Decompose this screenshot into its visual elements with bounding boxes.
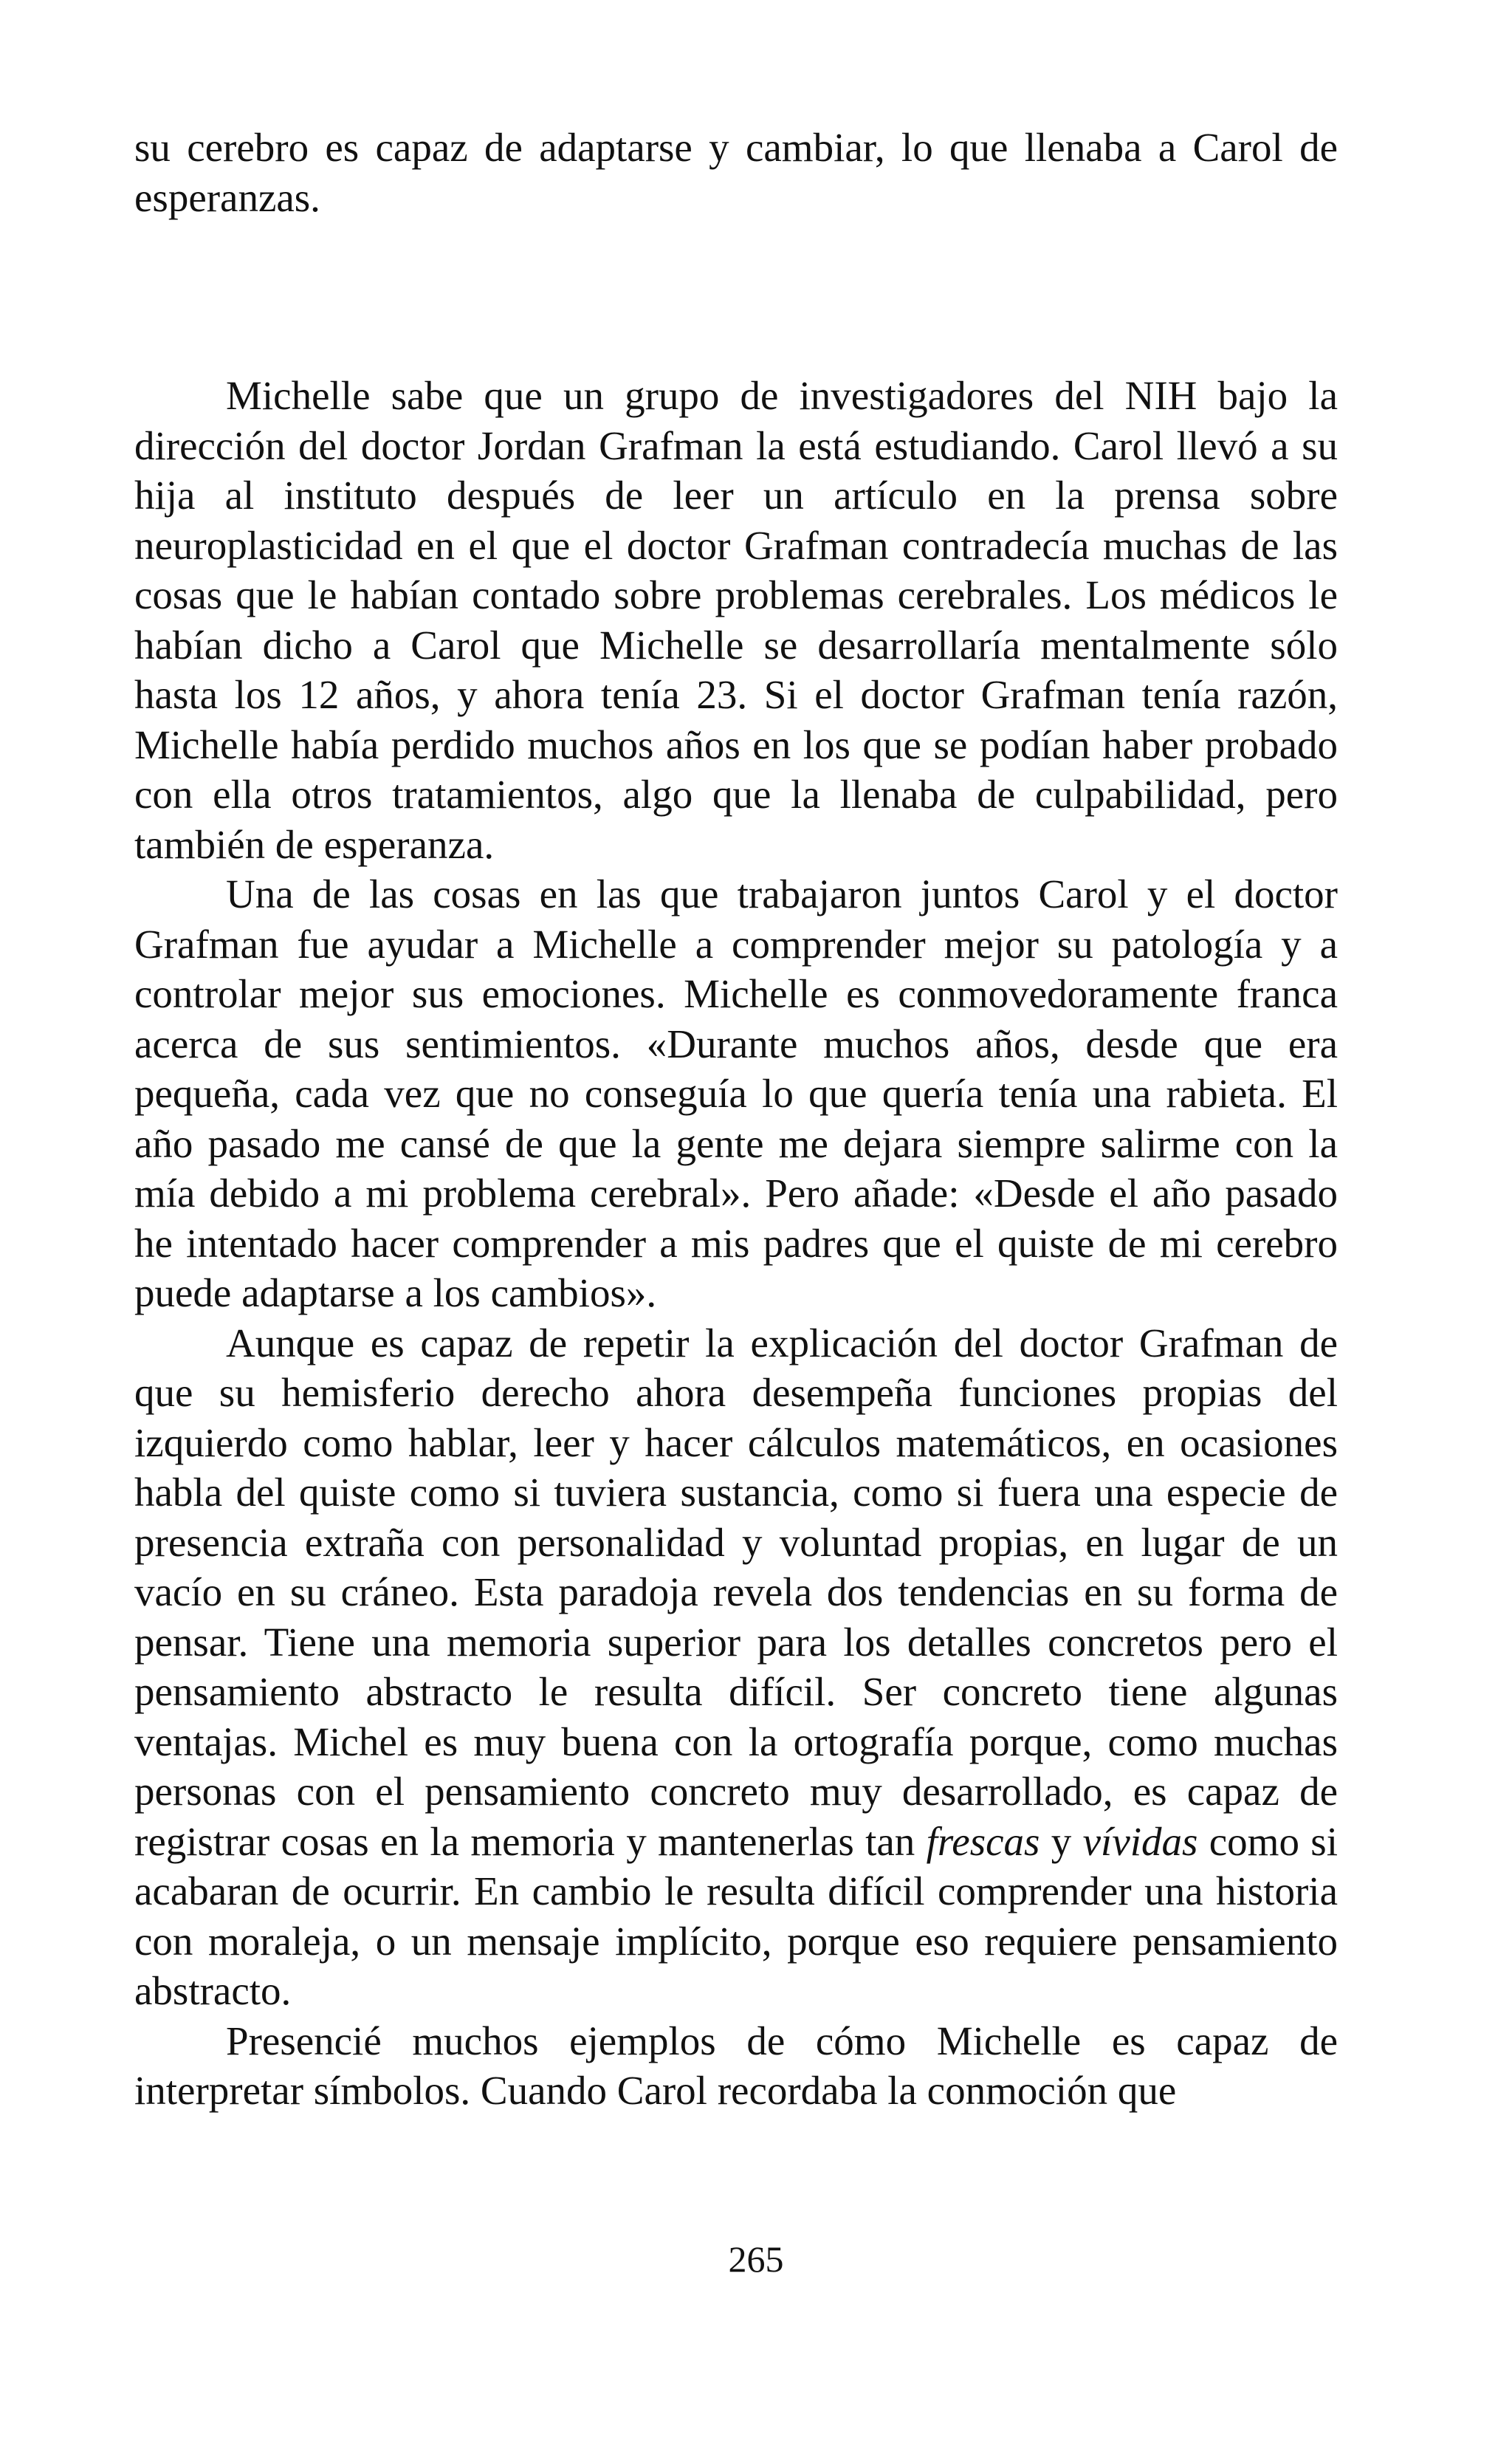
body-text-block	[134, 371, 1338, 2116]
paragraph-3-text-c: como si acabaran de ocurrir. En cambio le resulta difícil comprender una historia con moraleja, o un mensaje implícito, porque eso requiere pensamiento abstracto.	[134, 1818, 1338, 2013]
paragraph-3-text-b: y	[1040, 1818, 1083, 1864]
italic-word-frescas: frescas	[926, 1818, 1040, 1864]
continued-text-block	[134, 123, 1338, 222]
paragraph-continued: su cerebro es capaz de adaptarse y cambiar, lo que llenaba a Carol de esperanzas.	[134, 125, 1338, 220]
italic-word-vividas: vívidas	[1082, 1818, 1198, 1864]
paragraph-3	[134, 1318, 1338, 2016]
paragraph-4: Presencié muchos ejemplos de cómo Michelle es capaz de interpretar símbolos. Cuando Carol recordaba la conmoción que	[134, 2018, 1338, 2113]
paragraph-1: Michelle sabe que un grupo de investigadores del NIH bajo la dirección del doctor Jordan Grafman la está estudiando. Carol llevó a su hija al instituto después de leer un artículo en la prensa sobre neuroplasticidad en el que el doctor Grafman contradecía muchas de las cosas que le habían contado sobre problemas cerebrales. Los médicos le habían dicho a Carol que Michelle se desarrollaría mentalmente sólo hasta los 12 años, y ahora tenía 23. Si el doctor Grafman tenía razón, Michelle había perdido muchos años en los que se podían haber probado con ella otros tratamientos, algo que la llenaba de culpabilidad, pero también de esperanza.	[134, 373, 1338, 867]
page-number: 265	[728, 2238, 784, 2280]
paragraph-3-text-a: Aunque es capaz de repetir la explicación del doctor Grafman de que su hemisferio derecho ahora desempeña funciones propias del izquierdo como hablar, leer y hacer cálculos matemáticos, en ocasiones habla del quiste como si tuviera sustancia, como si fuera una especie de presencia extraña con personalidad y voluntad propias, en lugar de un vacío en su cráneo. Esta paradoja revela dos tendencias en su forma de pensar. Tiene una memoria superior para los detalles concretos pero el pensamiento abstracto le resulta difícil. Ser concreto tiene algunas ventajas. Michel es muy buena con la ortografía porque, como muchas personas con el pensamiento concreto muy desarrollado, es capaz de registrar cosas en la memoria y mantenerlas tan	[134, 1320, 1338, 1864]
paragraph-2: Una de las cosas en las que trabajaron juntos Carol y el doctor Grafman fue ayudar a Michelle a comprender mejor su patología y a controlar mejor sus emociones. Michelle es conmovedoramente franca acerca de sus sentimientos. «Durante muchos años, desde que era pequeña, cada vez que no conseguía lo que quería tenía una rabieta. El año pasado me cansé de que la gente me dejara siempre salirme con la mía debido a mi problema cerebral». Pero añade: «Desde el año pasado he intentado hacer comprender a mis padres que el quiste de mi cerebro puede adaptarse a los cambios».	[134, 871, 1338, 1315]
